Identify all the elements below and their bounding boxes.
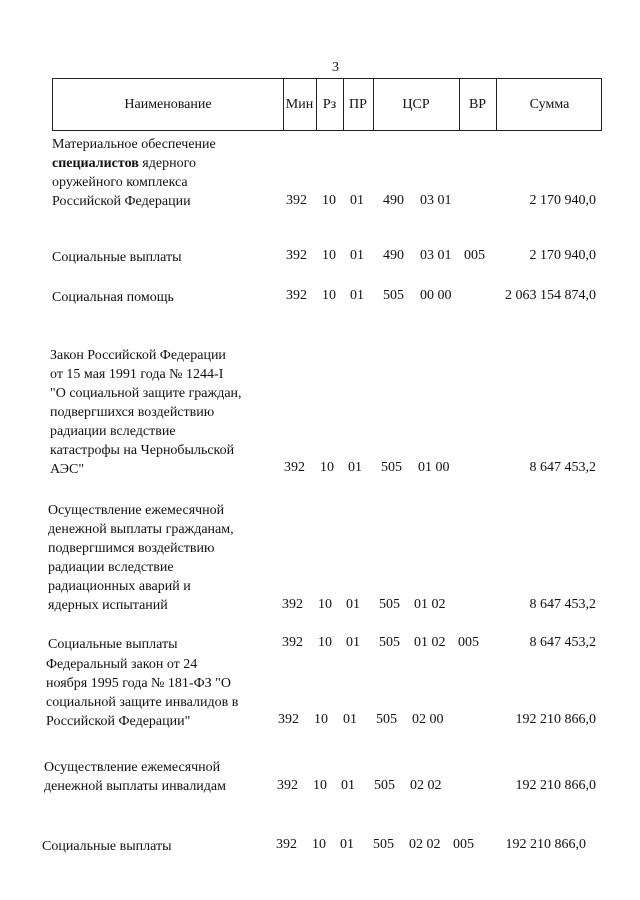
cell-pr: 01 <box>348 460 362 475</box>
row-name-line: радиации вследствие <box>50 424 176 439</box>
cell-csr-sub: 01 02 <box>414 635 446 650</box>
row-name-line: ядерных испытаний <box>48 598 168 613</box>
cell-rz: 10 <box>313 778 327 793</box>
row-name-bold: специалистов <box>52 156 139 171</box>
cell-sum: 8 647 453,2 <box>529 460 596 475</box>
row-name: Социальная помощь <box>52 290 174 305</box>
header-rz: Рз <box>322 96 337 112</box>
row-name-line: денежной выплаты инвалидам <box>44 779 226 794</box>
table-header <box>52 78 602 131</box>
row-name-line: Осуществление ежемесячной <box>48 503 225 518</box>
row-name-line: ноября 1995 года № 181-ФЗ "О <box>46 676 231 691</box>
row-name <box>46 655 238 731</box>
cell-min: 392 <box>282 635 303 650</box>
cell-min: 392 <box>286 288 307 303</box>
cell-rz: 10 <box>322 288 336 303</box>
row-name-line: радиационных аварий и <box>48 579 191 594</box>
row-name-line: оружейного комплекса <box>52 175 188 190</box>
row-name <box>50 346 242 479</box>
cell-csr-sub: 01 02 <box>414 597 446 612</box>
header-pr: ПР <box>349 96 367 112</box>
row-name: Социальные выплаты <box>52 250 182 265</box>
cell-sum: 2 170 940,0 <box>529 193 596 208</box>
row-name <box>48 501 234 615</box>
row-name-line: радиации вследствие <box>48 560 174 575</box>
row-name: Социальные выплаты <box>42 839 172 854</box>
row-name <box>44 758 226 796</box>
cell-csr-sub: 00 00 <box>420 288 452 303</box>
cell-sum: 192 210 866,0 <box>505 837 586 852</box>
cell-min: 392 <box>284 460 305 475</box>
cell-rz: 10 <box>314 712 328 727</box>
cell-csr: 505 <box>383 288 404 303</box>
cell-csr: 505 <box>381 460 402 475</box>
cell-min: 392 <box>277 778 298 793</box>
row-name-line: Материальное обеспечение <box>52 137 216 152</box>
cell-csr: 505 <box>376 712 397 727</box>
cell-csr: 505 <box>374 778 395 793</box>
cell-csr-sub: 03 01 <box>420 248 452 263</box>
row-name-line: АЭС" <box>50 462 85 477</box>
cell-sum: 2 063 154 874,0 <box>505 288 596 303</box>
cell-pr: 01 <box>350 288 364 303</box>
row-name: Социальные выплаты <box>48 637 178 652</box>
cell-rz: 10 <box>322 193 336 208</box>
cell-csr: 505 <box>373 837 394 852</box>
header-name: Наименование <box>124 96 212 112</box>
cell-vr: 005 <box>453 837 474 852</box>
cell-rz: 10 <box>322 248 336 263</box>
row-name-line: от 15 мая 1991 года № 1244-I <box>50 367 224 382</box>
cell-sum: 8 647 453,2 <box>529 635 596 650</box>
row-name-line: Российской Федерации <box>52 194 191 209</box>
cell-pr: 01 <box>346 635 360 650</box>
cell-csr: 505 <box>379 635 400 650</box>
row-name-line: социальной защите инвалидов в <box>46 695 239 710</box>
cell-vr: 005 <box>458 635 479 650</box>
page-number: 3 <box>332 60 339 75</box>
cell-sum: 2 170 940,0 <box>529 248 596 263</box>
cell-pr: 01 <box>350 193 364 208</box>
header-csr: ЦСР <box>402 96 430 112</box>
cell-min: 392 <box>278 712 299 727</box>
row-name-line <box>52 154 216 173</box>
cell-sum: 8 647 453,2 <box>529 597 596 612</box>
cell-csr-sub: 01 00 <box>418 460 450 475</box>
cell-min: 392 <box>286 193 307 208</box>
cell-csr: 505 <box>379 597 400 612</box>
row-name-line: Российской Федерации" <box>46 714 191 729</box>
cell-min: 392 <box>282 597 303 612</box>
row-name-rest: ядерного <box>138 156 196 171</box>
cell-rz: 10 <box>312 837 326 852</box>
row-name-line: Осуществление ежемесячной <box>44 760 221 775</box>
row-name-line: "О социальной защите граждан, <box>50 386 242 401</box>
row-name-line: подвергшихся воздействию <box>50 405 215 420</box>
cell-csr-sub: 02 00 <box>412 712 444 727</box>
row-name-line: Закон Российской Федерации <box>50 348 226 363</box>
header-sum: Сумма <box>529 96 570 112</box>
cell-rz: 10 <box>320 460 334 475</box>
row-name-line: Федеральный закон от 24 <box>46 657 198 672</box>
cell-min: 392 <box>276 837 297 852</box>
cell-sum: 192 210 866,0 <box>515 778 596 793</box>
row-name <box>52 135 216 211</box>
cell-csr: 490 <box>383 193 404 208</box>
cell-pr: 01 <box>343 712 357 727</box>
cell-pr: 01 <box>341 778 355 793</box>
cell-rz: 10 <box>318 635 332 650</box>
cell-csr-sub: 03 01 <box>420 193 452 208</box>
cell-csr-sub: 02 02 <box>409 837 441 852</box>
header-vr: ВР <box>468 96 487 112</box>
cell-vr: 005 <box>464 248 485 263</box>
cell-rz: 10 <box>318 597 332 612</box>
row-name-line: подвергшимся воздействию <box>48 541 215 556</box>
header-min: Мин <box>285 96 314 112</box>
cell-pr: 01 <box>346 597 360 612</box>
cell-pr: 01 <box>340 837 354 852</box>
cell-pr: 01 <box>350 248 364 263</box>
cell-min: 392 <box>286 248 307 263</box>
cell-csr: 490 <box>383 248 404 263</box>
row-name-line: денежной выплаты гражданам, <box>48 522 234 537</box>
row-name-line: катастрофы на Чернобыльской <box>50 443 235 458</box>
cell-csr-sub: 02 02 <box>410 778 442 793</box>
cell-sum: 192 210 866,0 <box>515 712 596 727</box>
